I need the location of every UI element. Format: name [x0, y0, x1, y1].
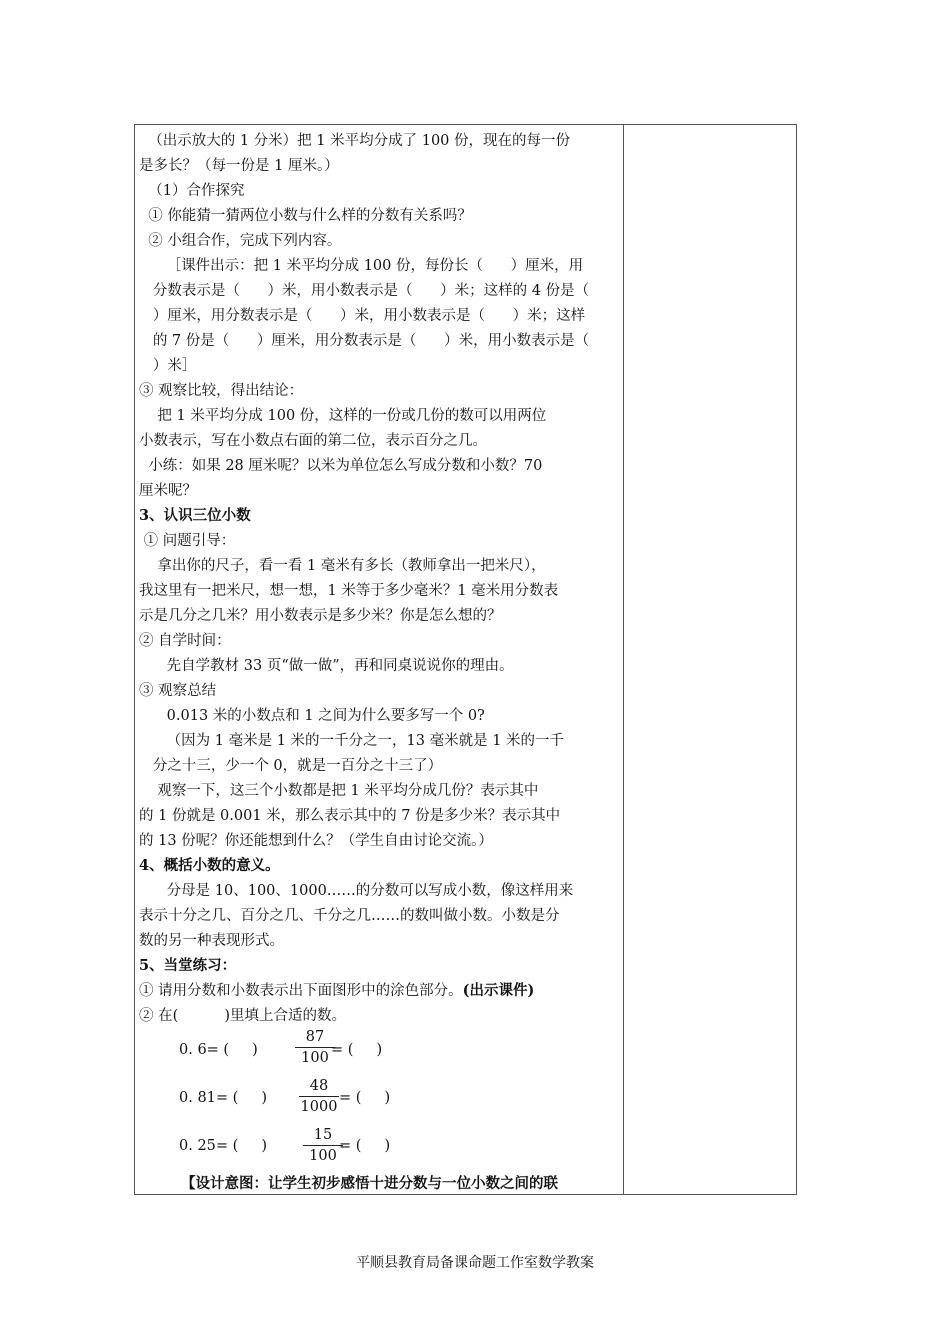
- text-line: 分数表示是（ ）米，用小数表示是（ ）米；这样的 4 份是（: [139, 283, 590, 299]
- lesson-table: [134, 124, 797, 1195]
- fraction-bar: [295, 1047, 335, 1048]
- text-line: 示是几分之几米？用小数表示是多少米？你是怎么想的？: [139, 608, 502, 624]
- exercise-right: = ( ): [331, 1042, 383, 1058]
- text-line: 把 1 米平均分成 100 份，这样的一份或几份的数可以用两位: [139, 408, 547, 424]
- text-line: ① 问题引导：: [139, 533, 236, 549]
- fraction-denominator: 100: [309, 1148, 337, 1164]
- design-intent: 【设计意图：让学生初步感悟十进分数与一位小数之间的联: [181, 1175, 558, 1192]
- text-line: 分母是 10、100、1000……的分数可以写成小数，像这样用来: [139, 883, 574, 899]
- text-line: ）厘米，用分数表示是（ ）米，用小数表示是（ ）米；这样: [139, 308, 586, 324]
- text-line: ③ 观察比较，得出结论：: [139, 383, 304, 399]
- text-line: 拿出你的尺子，看一看 1 毫米有多长（教师拿出一把米尺），: [139, 558, 546, 574]
- text-line: （1）合作探究: [139, 183, 245, 199]
- text-line: 表示十分之几、百分之几、千分之几……的数叫做小数。小数是分: [139, 908, 560, 924]
- text-line: （出示放大的 1 分米）把 1 米平均分成了 100 份，现在的每一份: [139, 133, 570, 149]
- text-line: ② 小组合作，完成下列内容。: [139, 233, 342, 249]
- exercise-right: = ( ): [339, 1138, 391, 1154]
- fraction-numerator: 87: [305, 1029, 325, 1045]
- section-heading: 4、概括小数的意义。: [139, 857, 280, 874]
- fraction-denominator: 1000: [300, 1099, 338, 1115]
- text-line: 分之十三，少一个 0，就是一百分之十三了）: [139, 758, 443, 774]
- text-line: 的 7 份是（ ）厘米，用分数表示是（ ）米，用小数表示是（: [139, 333, 590, 349]
- text-line: （因为 1 毫米是 1 米的一千分之一，13 毫米就是 1 米的一千: [139, 733, 565, 749]
- fraction-numerator: 48: [309, 1078, 329, 1094]
- text-line: 厘米呢？: [139, 483, 197, 499]
- fraction: [303, 1126, 343, 1165]
- fraction: [295, 1028, 335, 1067]
- text-line: ② 自学时间：: [139, 633, 231, 649]
- text-line: ③ 观察总结: [139, 683, 217, 699]
- section-heading: 5、当堂练习：: [139, 957, 237, 974]
- text-line: 观察一下，这三个小数都是把 1 米平均分成几份？表示其中: [139, 783, 539, 799]
- text-line: 先自学教材 33 页“做一做”，再和同桌说说你的理由。: [139, 658, 514, 674]
- text-line: 0.013 米的小数点和 1 之间为什么要多写一个 0?: [139, 708, 485, 724]
- fraction-denominator: 100: [301, 1050, 329, 1066]
- text-line: ① 你能猜一猜两位小数与什么样的分数有关系吗？: [139, 208, 472, 224]
- text-line: 的 13 份呢？你还能想到什么？（学生自由讨论交流。）: [139, 833, 493, 849]
- text-line: 小练：如果 28 厘米呢？以米为单位怎么写成分数和小数？70: [139, 458, 543, 474]
- column-divider: [623, 125, 624, 1194]
- exercise-right: = ( ): [339, 1090, 391, 1106]
- fraction-bar: [299, 1096, 339, 1097]
- section-heading: 3、认识三位小数: [139, 507, 251, 524]
- fraction-numerator: 15: [313, 1127, 333, 1143]
- page-footer: 平顺县教育局备课命题工作室数学教案: [356, 1255, 594, 1271]
- exercise-left: 0. 25= ( ): [179, 1138, 268, 1154]
- text-line: ［课件出示：把 1 米平均分成 100 份，每份长（ ）厘米，用: [139, 258, 584, 274]
- practice-note: (出示课件): [462, 982, 535, 999]
- fraction: [299, 1077, 339, 1116]
- practice-instruction: ① 请用分数和小数表示出下面图形中的涂色部分。: [139, 983, 463, 999]
- text-line: 是多长？（每一份是 1 厘米。）: [139, 158, 339, 174]
- text-line: 我这里有一把米尺，想一想，1 米等于多少毫米？1 毫米用分数表: [139, 583, 559, 599]
- text-line: [139, 981, 534, 1001]
- fraction-bar: [303, 1145, 343, 1146]
- text-line: 数的另一种表现形式。: [139, 933, 284, 949]
- exercise-left: 0. 81= ( ): [179, 1090, 268, 1106]
- exercise-left: 0. 6= ( ): [179, 1042, 258, 1058]
- text-line: 的 1 份就是 0.001 米，那么表示其中的 7 份是多少米？表示其中: [139, 808, 561, 824]
- text-line: 小数表示，写在小数点右面的第二位，表示百分之几。: [139, 433, 487, 449]
- text-line: ② 在( )里填上合适的数。: [139, 1008, 347, 1024]
- text-line: ）米］: [139, 358, 197, 374]
